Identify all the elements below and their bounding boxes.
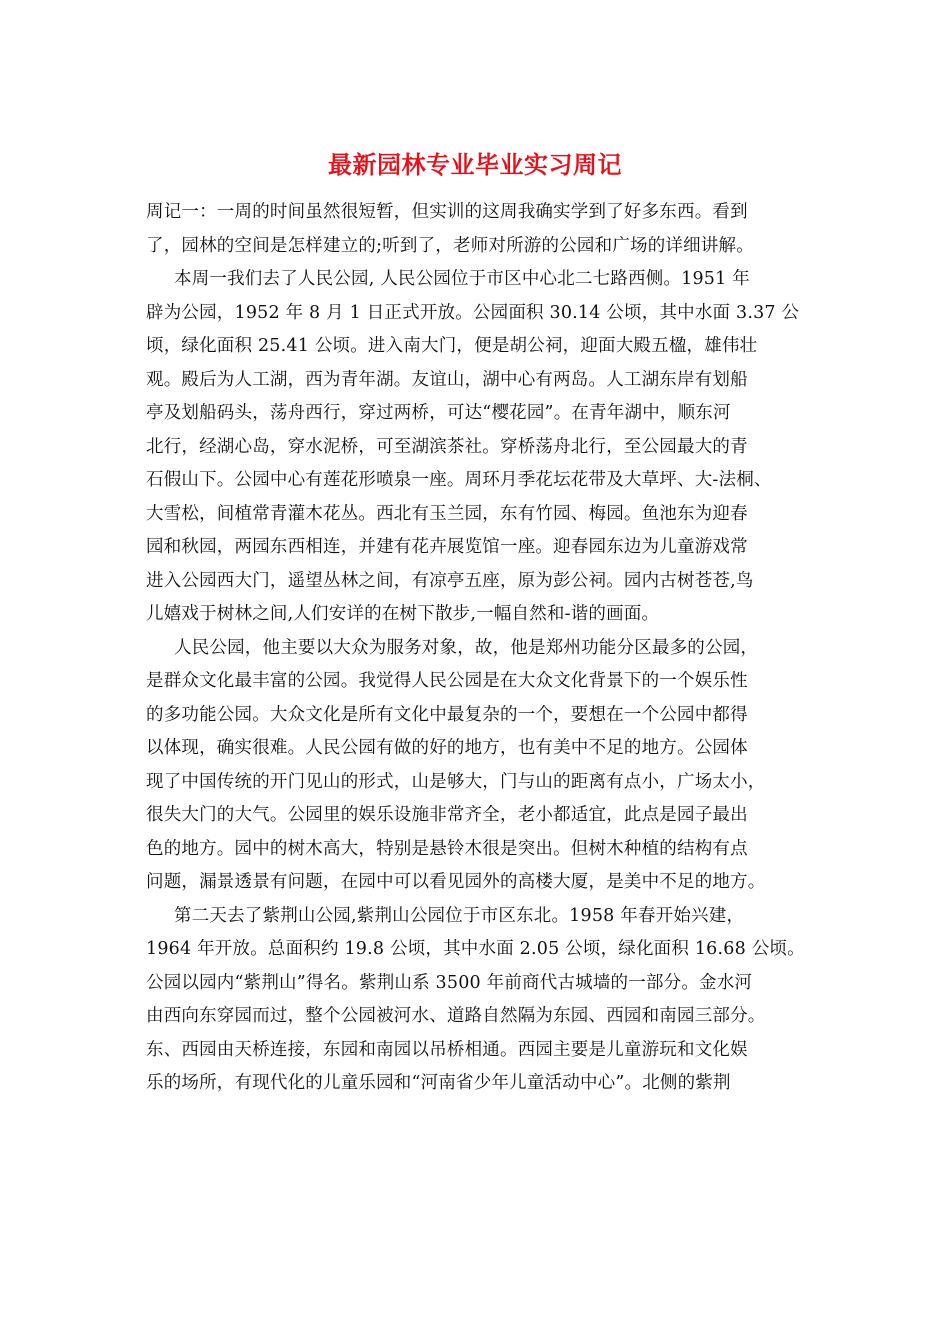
text-line: 周记一：一周的时间虽然很短暂，但实训的这周我确实学到了好多东西。看到 — [146, 202, 748, 222]
text-line: 本周一我们去了人民公园, 人民公园位于市区中心北二七路西侧。1951 年 — [174, 269, 750, 289]
text-line: 很失大门的大气。公园里的娱乐设施非常齐全，老小都适宜，此点是园子最出 — [146, 805, 748, 825]
text-line: 观。殿后为人工湖，西为青年湖。友谊山，湖中心有两岛。人工湖东岸有划船 — [146, 369, 748, 390]
document-title: 最新园林专业毕业实习周记 — [328, 150, 622, 179]
text-line: 是群众文化最丰富的公园。我觉得人民公园是在大众文化背景下的一个娱乐性 — [146, 671, 748, 691]
text-line: 进入公园西大门，遥望丛林之间，有凉亭五座，原为彭公祠。园内古树苍苍,鸟 — [146, 570, 754, 591]
text-line: 问题，漏景透景有问题，在园中可以看见园外的高楼大厦，是美中不足的地方。 — [146, 872, 766, 892]
text-line: 大雪松，间植常青灌木花丛。西北有玉兰园，东有竹园、梅园。鱼池东为迎春 — [146, 503, 748, 524]
text-line: 的多功能公园。大众文化是所有文化中最复杂的一个，要想在一个公园中都得 — [146, 704, 748, 725]
text-line: 东、西园由天桥连接，东园和南园以吊桥相通。西园主要是儿童游玩和文化娱 — [146, 1039, 748, 1060]
text-line: 由西向东穿园而过，整个公园被河水、道路自然隔为东园、西园和南园三部分。 — [146, 1006, 766, 1026]
text-line: 1964 年开放。总面积约 19.8 公顷，其中水面 2.05 公顷，绿化面积 16.68 公顷。 — [146, 939, 805, 959]
text-line: 儿嬉戏于树林之间,人们安详的在树下散步,一幅自然和-谐的画面。 — [146, 604, 660, 624]
text-line: 北行，经湖心岛，穿水泥桥，可至湖滨茶社。穿桥荡舟北行，至公园最大的青 — [146, 436, 748, 457]
text-line: 顷，绿化面积 25.41 公顷。进入南大门，便是胡公祠，迎面大殿五楹，雄伟壮 — [146, 336, 758, 356]
text-line: 以体现，确实很难。人民公园有做的好的地方，也有美中不足的地方。公园体 — [146, 738, 748, 758]
text-line: 色的地方。园中的树木高大，特别是悬铃木很是突出。但树木种植的结构有点 — [146, 838, 748, 859]
text-line: 亭及划船码头，荡舟西行，穿过两桥，可达“樱花园”。在青年湖中，顺东河 — [146, 403, 731, 423]
text-line: 了，园林的空间是怎样建立的;听到了，老师对所游的公园和广场的详细讲解。 — [146, 235, 754, 256]
text-line: 乐的场所，有现代化的儿童乐园和“河南省少年儿童活动中心”。北侧的紫荆 — [146, 1073, 731, 1093]
document-body — [146, 196, 818, 1101]
text-line: 辟为公园，1952 年 8 月 1 日正式开放。公园面积 30.14 公顷，其中水面 3.37 公 — [146, 302, 800, 323]
text-line: 人民公园，他主要以大众为服务对象，故，他是郑州功能分区最多的公园， — [174, 637, 759, 658]
text-line: 石假山下。公园中心有莲花形喷泉一座。周环月季花坛花带及大草坪、大-法桐、 — [146, 470, 772, 490]
text-line: 园和秋园，两园东西相连，并建有花卉展览馆一座。迎春园东边为儿童游戏常 — [146, 537, 748, 557]
text-line: 第二天去了紫荆山公园,紫荆山公园位于市区东北。1958 年春开始兴建， — [174, 905, 745, 926]
text-line: 现了中国传统的开门见山的形式，山是够大，门与山的距离有点小，广场太小， — [146, 771, 766, 792]
text-line: 公园以园内“紫荆山”得名。紫荆山系 3500 年前商代古城墙的一部分。金水河 — [146, 972, 753, 993]
